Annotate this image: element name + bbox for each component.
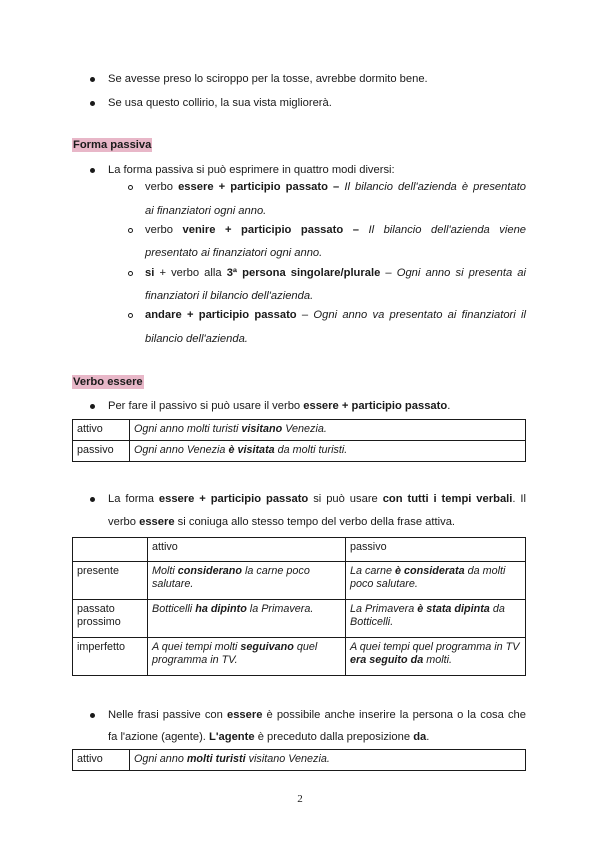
passive-item-4-cont: bilancio dell'azienda. [145, 333, 248, 345]
table-row [73, 600, 526, 638]
bullet-dot [90, 77, 95, 82]
table-agente [72, 749, 526, 771]
table-row [73, 638, 526, 676]
passive-item-4: andare + participio passato – Ogni anno va presentato ai finanziatori il [145, 309, 526, 321]
essere-bullet-3-line-2: fa l'azione (agente). L'agente è preceduto dalla preposizione da. [108, 731, 430, 743]
bullet-dot [90, 713, 95, 718]
row-example: Ogni anno molti turisti visitano Venezia. [130, 750, 526, 771]
row-example: Ogni anno molti turisti visitano Venezia. [130, 420, 526, 441]
essere-bullet-1: Per fare il passivo si può usare il verbo essere + participio passato. [108, 400, 451, 412]
table-row [73, 441, 526, 462]
table-row [73, 420, 526, 441]
essere-bullet-3-line-1: Nelle frasi passive con essere è possibile anche inserire la persona o la cosa che [108, 709, 526, 721]
table-header-row [73, 538, 526, 562]
row-label: imperfetto [73, 638, 148, 676]
passive-item-2-cont: presentato ai finanziatori ogni anno. [145, 247, 323, 259]
row-label: attivo [73, 420, 130, 441]
passive-item-1-cont: ai finanziatori ogni anno. [145, 205, 267, 217]
table-row [73, 750, 526, 771]
passive-item-3-cont: finanziatori il bilancio dell'azienda. [145, 290, 314, 302]
circle-bullet [128, 313, 133, 318]
table-tempi-verbali [72, 537, 526, 676]
circle-bullet [128, 271, 133, 276]
row-label: passato prossimo [73, 600, 148, 638]
essere-bullet-2-line-1: La forma essere + participio passato si può usare con tutti i tempi verbali. Il [108, 493, 527, 505]
passive-item-3: si + verbo alla 3ª persona singolare/plurale – Ogni anno si presenta ai [145, 267, 526, 279]
heading-verbo-essere: Verbo essere [73, 376, 143, 388]
circle-bullet [128, 185, 133, 190]
passive-cell: A quei tempi quel programma in TV era seguito da molti. [346, 638, 526, 676]
row-label: passivo [73, 441, 130, 462]
row-label: attivo [73, 750, 130, 771]
intro-bullet-2: Se usa questo collirio, la sua vista migliorerà. [108, 97, 332, 109]
circle-bullet [128, 228, 133, 233]
row-label: presente [73, 562, 148, 600]
passive-intro-bullet: La forma passiva si può esprimere in quattro modi diversi: [108, 164, 395, 176]
active-cell: Botticelli ha dipinto la Primavera. [148, 600, 346, 638]
header-cell [73, 538, 148, 562]
bullet-dot [90, 168, 95, 173]
row-example: Ogni anno Venezia è visitata da molti turisti. [130, 441, 526, 462]
table-attivo-passivo [72, 419, 526, 462]
passive-cell: La Primavera è stata dipinta da Botticelli. [346, 600, 526, 638]
header-cell: passivo [346, 538, 526, 562]
header-cell: attivo [148, 538, 346, 562]
active-cell: Molti considerano la carne poco salutare. [148, 562, 346, 600]
passive-cell: La carne è considerata da molti poco salutare. [346, 562, 526, 600]
page-number: 2 [297, 793, 303, 805]
passive-item-1: verbo essere + participio passato – Il bilancio dell'azienda è presentato [145, 181, 527, 193]
bullet-dot [90, 404, 95, 409]
heading-forma-passiva: Forma passiva [73, 139, 152, 151]
intro-bullet-1: Se avesse preso lo sciroppo per la tosse, avrebbe dormito bene. [108, 73, 428, 85]
bullet-dot [90, 101, 95, 106]
table-row [73, 562, 526, 600]
bullet-dot [90, 497, 95, 502]
essere-bullet-2-line-2: verbo essere si coniuga allo stesso tempo del verbo della frase attiva. [108, 516, 456, 528]
active-cell: A quei tempi molti seguivano quel programma in TV. [148, 638, 346, 676]
passive-item-2: verbo venire + participio passato – Il bilancio dell'azienda viene [145, 224, 527, 236]
